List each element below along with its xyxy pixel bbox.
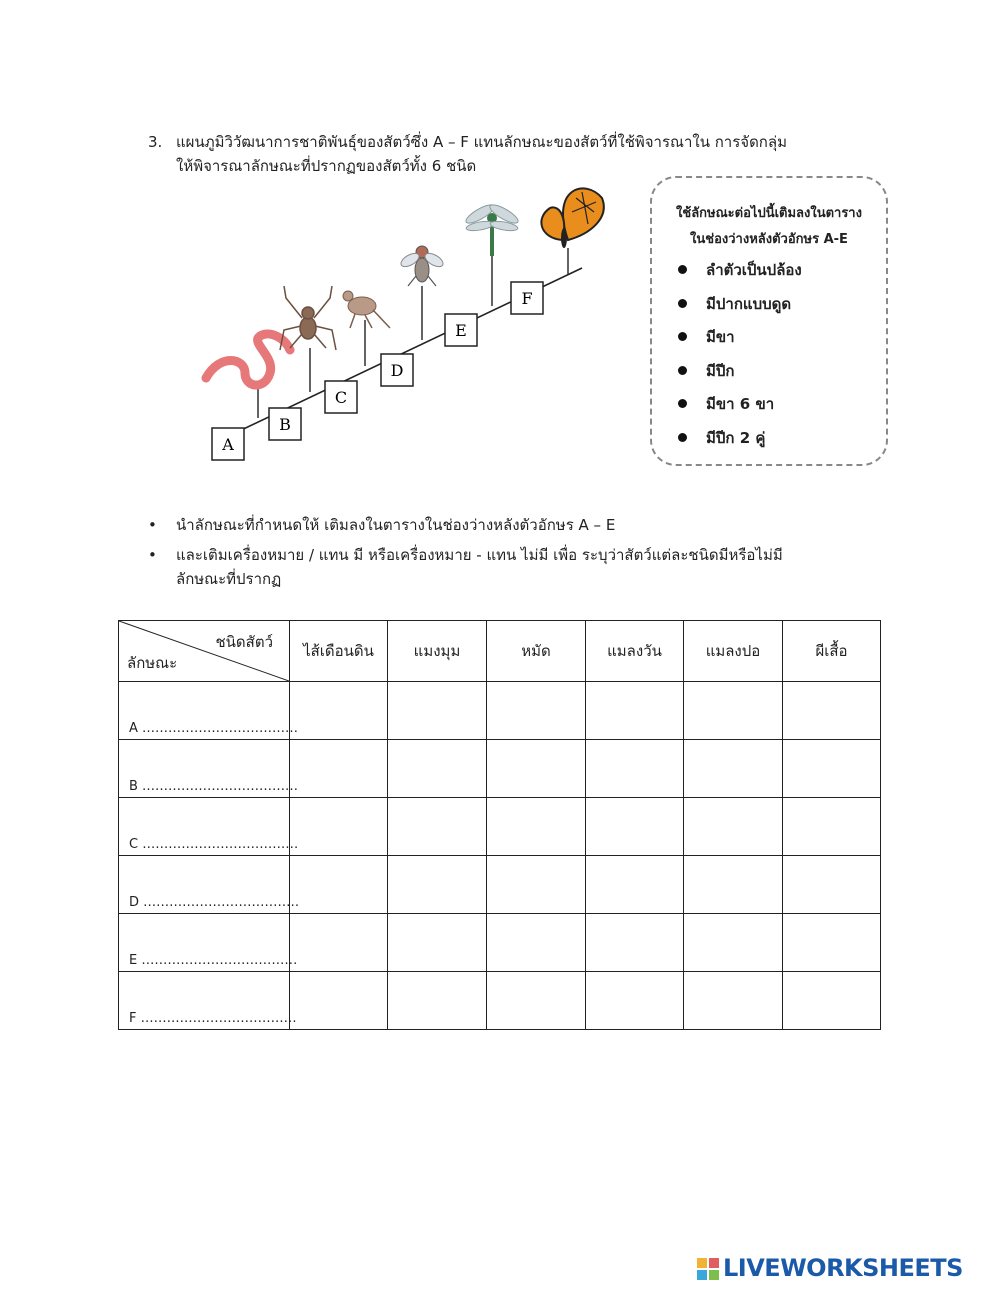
- hint-box: [650, 176, 888, 466]
- butterfly-icon: [541, 188, 603, 248]
- answer-cell[interactable]: [487, 972, 586, 1030]
- corner-label-trait: ลักษณะ: [127, 654, 178, 672]
- brand-wordmark: LIVEWORKSHEETS: [723, 1254, 963, 1282]
- answer-cell[interactable]: [783, 914, 881, 972]
- bullet: •: [148, 546, 157, 564]
- flea-icon: [343, 291, 390, 328]
- column-header: หมัด: [487, 621, 586, 682]
- row-label-cell[interactable]: [119, 972, 297, 1030]
- answer-cell[interactable]: [487, 798, 586, 856]
- letter-box-f: [511, 282, 543, 314]
- letter-c: C: [334, 388, 348, 407]
- answer-cell[interactable]: [388, 682, 487, 740]
- bullet-dot-icon: [678, 399, 687, 408]
- answer-cell[interactable]: [783, 856, 881, 914]
- question-number: 3.: [148, 133, 163, 151]
- hint-title-line2: ในช่องว่างหลังตัวอักษร A-E: [690, 232, 848, 247]
- row-label: C ………………………………: [129, 837, 299, 852]
- table-row: [119, 798, 881, 856]
- answer-table: [118, 620, 881, 1030]
- hint-item: มีขา: [674, 327, 802, 361]
- answer-cell[interactable]: [487, 740, 586, 798]
- answer-cell[interactable]: [388, 856, 487, 914]
- phylogeny-diagram: [190, 178, 610, 478]
- row-label: F ………………………………: [129, 1011, 297, 1026]
- answer-cell[interactable]: [684, 856, 783, 914]
- row-label: B ………………………………: [129, 779, 299, 794]
- letter-d: D: [390, 361, 404, 380]
- table-row: [119, 682, 881, 740]
- answer-cell[interactable]: [783, 682, 881, 740]
- row-label: E ………………………………: [129, 953, 298, 968]
- question-text-line2: ให้พิจารณาลักษณะที่ปรากฏของสัตว์ทั้ง 6 ชนิด: [176, 157, 477, 175]
- letter-box-c: [325, 381, 357, 413]
- corner-label-animal: ชนิดสัตว์: [215, 633, 273, 651]
- instruction-1-text: นำลักษณะที่กำหนดให้ เติมลงในตารางในช่องว่างหลังตัวอักษร A – E: [176, 516, 616, 534]
- row-label-cell[interactable]: [119, 914, 298, 972]
- earthworm-icon: [206, 334, 290, 385]
- letter-box-a: [212, 428, 244, 460]
- hint-item: มีขา 6 ขา: [674, 394, 802, 428]
- answer-cell[interactable]: [684, 740, 783, 798]
- row-label: A ………………………………: [129, 721, 299, 736]
- answer-cell[interactable]: [783, 972, 881, 1030]
- answer-cell[interactable]: [586, 798, 684, 856]
- fly-icon: [399, 246, 445, 286]
- bullet-dot-icon: [678, 433, 687, 442]
- table-corner-cell: [119, 621, 290, 682]
- answer-cell[interactable]: [290, 914, 388, 972]
- column-header: ผีเสื้อ: [783, 621, 881, 682]
- answer-cell[interactable]: [586, 856, 684, 914]
- answer-cell[interactable]: [388, 798, 487, 856]
- column-header: แมงมุม: [388, 621, 487, 682]
- row-label-cell[interactable]: [119, 798, 299, 856]
- letter-e: E: [455, 321, 467, 340]
- hint-item: มีปีก 2 คู่: [674, 428, 802, 462]
- answer-cell[interactable]: [684, 798, 783, 856]
- answer-cell[interactable]: [586, 740, 684, 798]
- question-text-line1: แผนภูมิวิวัฒนาการชาติพันธุ์ของสัตว์ซึ่ง A – F แทนลักษณะของสัตว์ที่ใช้พิจารณาใน การจัดกลุ่ม: [176, 133, 787, 151]
- answer-cell[interactable]: [388, 740, 487, 798]
- column-header: ไส้เดือนดิน: [290, 621, 388, 682]
- liveworksheets-logo-icon: [697, 1258, 719, 1280]
- row-label: D ………………………………: [129, 895, 300, 910]
- hint-item: ลำตัวเป็นปล้อง: [674, 260, 802, 294]
- row-label-cell[interactable]: [119, 740, 299, 798]
- row-label-cell[interactable]: [119, 856, 300, 914]
- letter-box-b: [269, 408, 301, 440]
- hint-list: [674, 260, 802, 461]
- column-header: แมลงวัน: [586, 621, 684, 682]
- answer-cell[interactable]: [586, 682, 684, 740]
- answer-cell[interactable]: [487, 682, 586, 740]
- answer-cell[interactable]: [783, 798, 881, 856]
- table-row: [119, 914, 881, 972]
- answer-cell[interactable]: [487, 856, 586, 914]
- bullet: •: [148, 516, 157, 534]
- answer-cell[interactable]: [290, 798, 388, 856]
- answer-cell[interactable]: [684, 914, 783, 972]
- instruction-2-text-line2: ลักษณะที่ปรากฏ: [176, 570, 282, 588]
- letter-box-e: [445, 314, 477, 346]
- answer-cell[interactable]: [586, 914, 684, 972]
- table-row: [119, 972, 881, 1030]
- answer-cell[interactable]: [290, 682, 388, 740]
- instruction-2-text: และเติมเครื่องหมาย / แทน มี หรือเครื่องหมาย - แทน ไม่มี เพื่อ ระบุว่าสัตว์แต่ละชนิดมีหรือไม่มี: [176, 546, 783, 564]
- answer-cell[interactable]: [290, 856, 388, 914]
- hint-item: มีปีก: [674, 361, 802, 395]
- bullet-dot-icon: [678, 332, 687, 341]
- bullet-dot-icon: [678, 366, 687, 375]
- answer-cell[interactable]: [290, 740, 388, 798]
- answer-cell[interactable]: [783, 740, 881, 798]
- table-row: [119, 740, 881, 798]
- answer-cell[interactable]: [684, 972, 783, 1030]
- dragonfly-icon: [464, 202, 521, 256]
- column-header: แมลงปอ: [684, 621, 783, 682]
- answer-cell[interactable]: [684, 682, 783, 740]
- hint-item: มีปากแบบดูด: [674, 294, 802, 328]
- table-header-row: [119, 621, 881, 682]
- bullet-dot-icon: [678, 265, 687, 274]
- row-label-cell[interactable]: [119, 682, 299, 740]
- table-row: [119, 856, 881, 914]
- bullet-dot-icon: [678, 299, 687, 308]
- answer-cell[interactable]: [290, 972, 388, 1030]
- answer-cell[interactable]: [586, 972, 684, 1030]
- hint-title-line1: ใช้ลักษณะต่อไปนี้เติมลงในตาราง: [676, 206, 862, 221]
- letter-f: F: [521, 289, 533, 308]
- answer-cell[interactable]: [388, 914, 487, 972]
- answer-cell[interactable]: [388, 972, 487, 1030]
- letter-box-d: [381, 354, 413, 386]
- letter-b: B: [279, 415, 291, 434]
- letter-a: A: [222, 435, 234, 454]
- answer-cell[interactable]: [487, 914, 586, 972]
